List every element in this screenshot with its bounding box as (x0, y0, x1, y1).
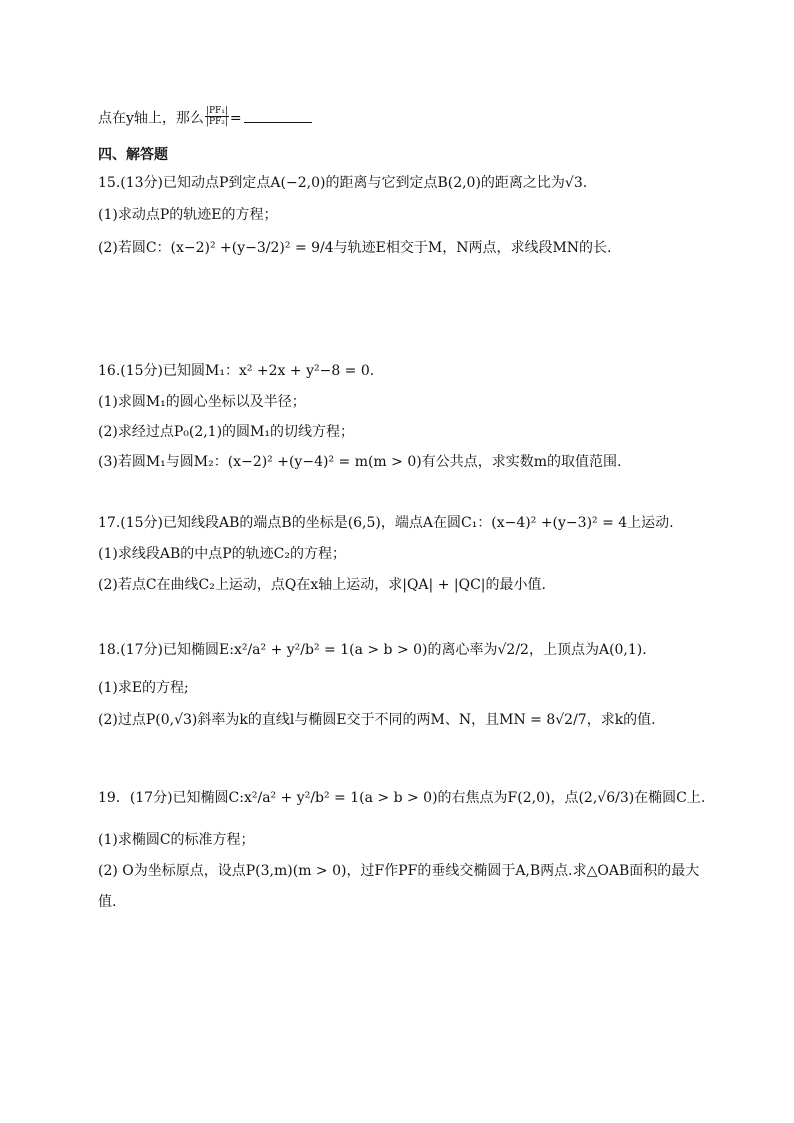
ratio-fraction (205, 106, 229, 127)
question-15-part-2: (2)若圆C：(x−2)² +(y−3/2)² = 9/4与轨迹E相交于M，N两点，求线段MN的长. (98, 240, 612, 256)
question-19-part-1: (1)求椭圆C的标准方程； (98, 832, 255, 848)
question-17-part-2: (2)若点C在曲线C₂上运动，点Q在x轴上运动，求|QA| + |QC|的最小值. (98, 577, 546, 593)
section-heading: 四、解答题 (98, 147, 168, 163)
answer-blank (244, 110, 312, 123)
partial-question-fill-line (98, 108, 312, 129)
question-16-stem: 16.(15分)已知圆M₁：x² +2x + y²−8 = 0. (98, 363, 375, 379)
question-16-part-2: (2)求经过点P₀(2,1)的圆M₁的切线方程； (98, 424, 354, 440)
fraction-numerator: |PF₁| (205, 106, 228, 116)
question-15-stem: 15.(13分)已知动点P到定点A(−2,0)的距离与它到定点B(2,0)的距离之比为√3. (98, 175, 588, 191)
question-17-part-1: (1)求线段AB的中点P的轨迹C₂的方程； (98, 546, 346, 562)
question-18-stem: 18.(17分)已知椭圆E:x²/a² + y²/b² = 1(a > b > 0)的离心率为√2/2，上顶点为A(0,1). (98, 642, 647, 658)
question-19-stem: 19．(17分)已知椭圆C:x²/a² + y²/b² = 1(a > b > 0)的右焦点为F(2,0)，点(2,√6/3)在椭圆C上. (98, 790, 706, 806)
question-16-part-1: (1)求圆M₁的圆心坐标以及半径； (98, 394, 306, 410)
fill-line-text: 点在y轴上，那么 (98, 110, 204, 127)
question-16-part-3: (3)若圆M₁与圆M₂：(x−2)² +(y−4)² = m(m > 0)有公共点，求实数m的取值范围. (98, 454, 622, 470)
fraction-denominator: |PF₂| (205, 117, 228, 127)
question-19-part-2: (2) O为坐标原点，设点P(3,m)(m > 0)，过F作PF的垂线交椭圆于A,B两点.求△OAB面积的最大 (98, 863, 700, 879)
equals-sign: = (229, 110, 242, 127)
question-19-part-2-continued: 值. (98, 894, 117, 910)
question-17-stem: 17.(15分)已知线段AB的端点B的坐标是(6,5)，端点A在圆C₁：(x−4)² +(y−3)² = 4上运动. (98, 515, 674, 531)
question-18-part-1: (1)求E的方程; (98, 680, 189, 696)
question-15-part-1: (1)求动点P的轨迹E的方程； (98, 207, 278, 223)
question-18-part-2: (2)过点P(0,√3)斜率为k的直线l与椭圆E交于不同的两M、N，且MN = 8√2/7，求k的值. (98, 712, 656, 728)
